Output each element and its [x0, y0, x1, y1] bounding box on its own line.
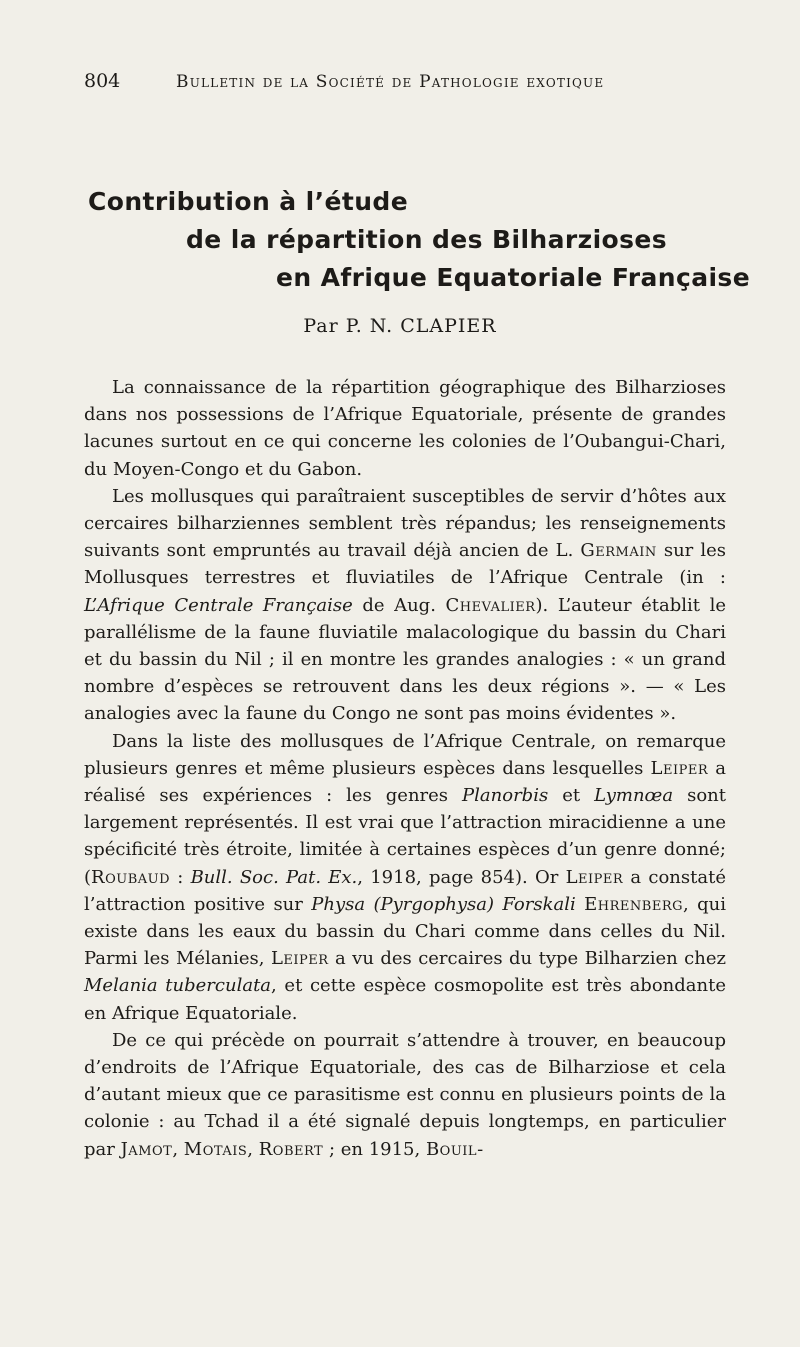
author-name: Germain — [580, 540, 657, 562]
author-name: Bouil- — [425, 1138, 484, 1160]
species-name: Melania tuberculata — [84, 975, 272, 997]
article-body — [84, 374, 726, 1163]
author-name: Ehrenberg — [584, 893, 684, 915]
page-number: 804 — [84, 70, 121, 92]
genus-name: Planorbis — [462, 785, 549, 807]
title-line-3: en Afrique Equatoriale Française — [276, 263, 751, 292]
journal-title: Bull. Soc. Pat. Ex. — [190, 866, 358, 888]
author-name: Roubaud — [91, 866, 171, 888]
article-title — [88, 183, 751, 297]
paragraph-1: La connaissance de la répartition géographique des Bilharzioses dans nos possessions de l’Afrique Equatoriale, présente de grandes lacunes surtout en ce qui concerne les colonies de l’Oubangui-Chari, du Moyen-Congo et du Gabon. — [84, 377, 726, 480]
paragraph-4: De ce qui précède on pourrait s’attendre à trouver, en beaucoup d’endroits de l’Afrique Equatoriale, des cas de Bilharziose et cela d’autant mieux que ce parasitisme est connu en plusieurs points de la colonie : au Tchad il a été signalé depuis longtemps, en particulier par Jamot, Motais, Robert ; en 1915, Bouil- — [84, 1029, 726, 1160]
paragraph-2: Les mollusques qui paraîtraient susceptibles de servir d’hôtes aux cercaires bilharziennes semblent très répandus; les renseignements suivants sont empruntés au travail déjà ancien de L. Germain sur les Mollusques terrestres et fluviatiles de l’Afrique Centrale (in : L’Afrique Centrale Française de Aug. Chevalier). L’auteur établit le parallélisme de la faune fluviatile malacologique du bassin du Chari et du bassin du Nil ; il en montre les grandes analogies : « un grand nombre d’espèces se retrouvent dans les deux régions ». — « Les analogies avec la faune du Congo ne sont pas moins évidentes ». — [84, 485, 727, 725]
author-name: Robert — [258, 1138, 324, 1160]
page-header — [84, 70, 720, 100]
title-line-2: de la répartition des Bilharzioses — [186, 225, 668, 254]
author-name: Leiper — [650, 757, 709, 779]
author-name: Chevalier — [445, 594, 536, 616]
author-name: Motais — [183, 1138, 248, 1160]
genus-name: Lymnœa — [594, 785, 674, 807]
title-line-1: Contribution à l’étude — [88, 187, 409, 216]
book-title: L’Afrique Centrale Française — [84, 594, 353, 616]
author-name: Jamot — [120, 1138, 173, 1160]
author-byline: Par P. N. CLAPIER — [303, 315, 497, 337]
running-head: Bulletin de la Société de Pathologie exotique — [176, 72, 605, 92]
author-name: Leiper — [270, 948, 329, 970]
species-name: Physa (Pyrgophysa) Forskali — [311, 893, 576, 915]
author-name: Leiper — [565, 866, 624, 888]
paragraph-3: Dans la liste des mollusques de l’Afrique Centrale, on remarque plusieurs genres et même plusieurs espèces dans lesquelles Leiper a réalisé ses expériences : les genres Planorbis et Lymnœa sont largement représentés. Il est vrai que l’attraction miracidienne a une spécificité très étroite, limitée à certaines espèces d’un genre donné; (Roubaud : Bull. Soc. Pat. Ex., 1918, page 854). Or Leiper a constaté l’attraction positive sur Physa (Pyrgophysa) Forskali Ehrenberg, qui existe dans les eaux du bassin du Chari comme dans celles du Nil. Parmi les Mélanies, Leiper a vu des cercaires du type Bilharzien chez Melania tuberculata, et cette espèce cosmopolite est très abondante en Afrique Equatoriale. — [84, 730, 726, 1024]
